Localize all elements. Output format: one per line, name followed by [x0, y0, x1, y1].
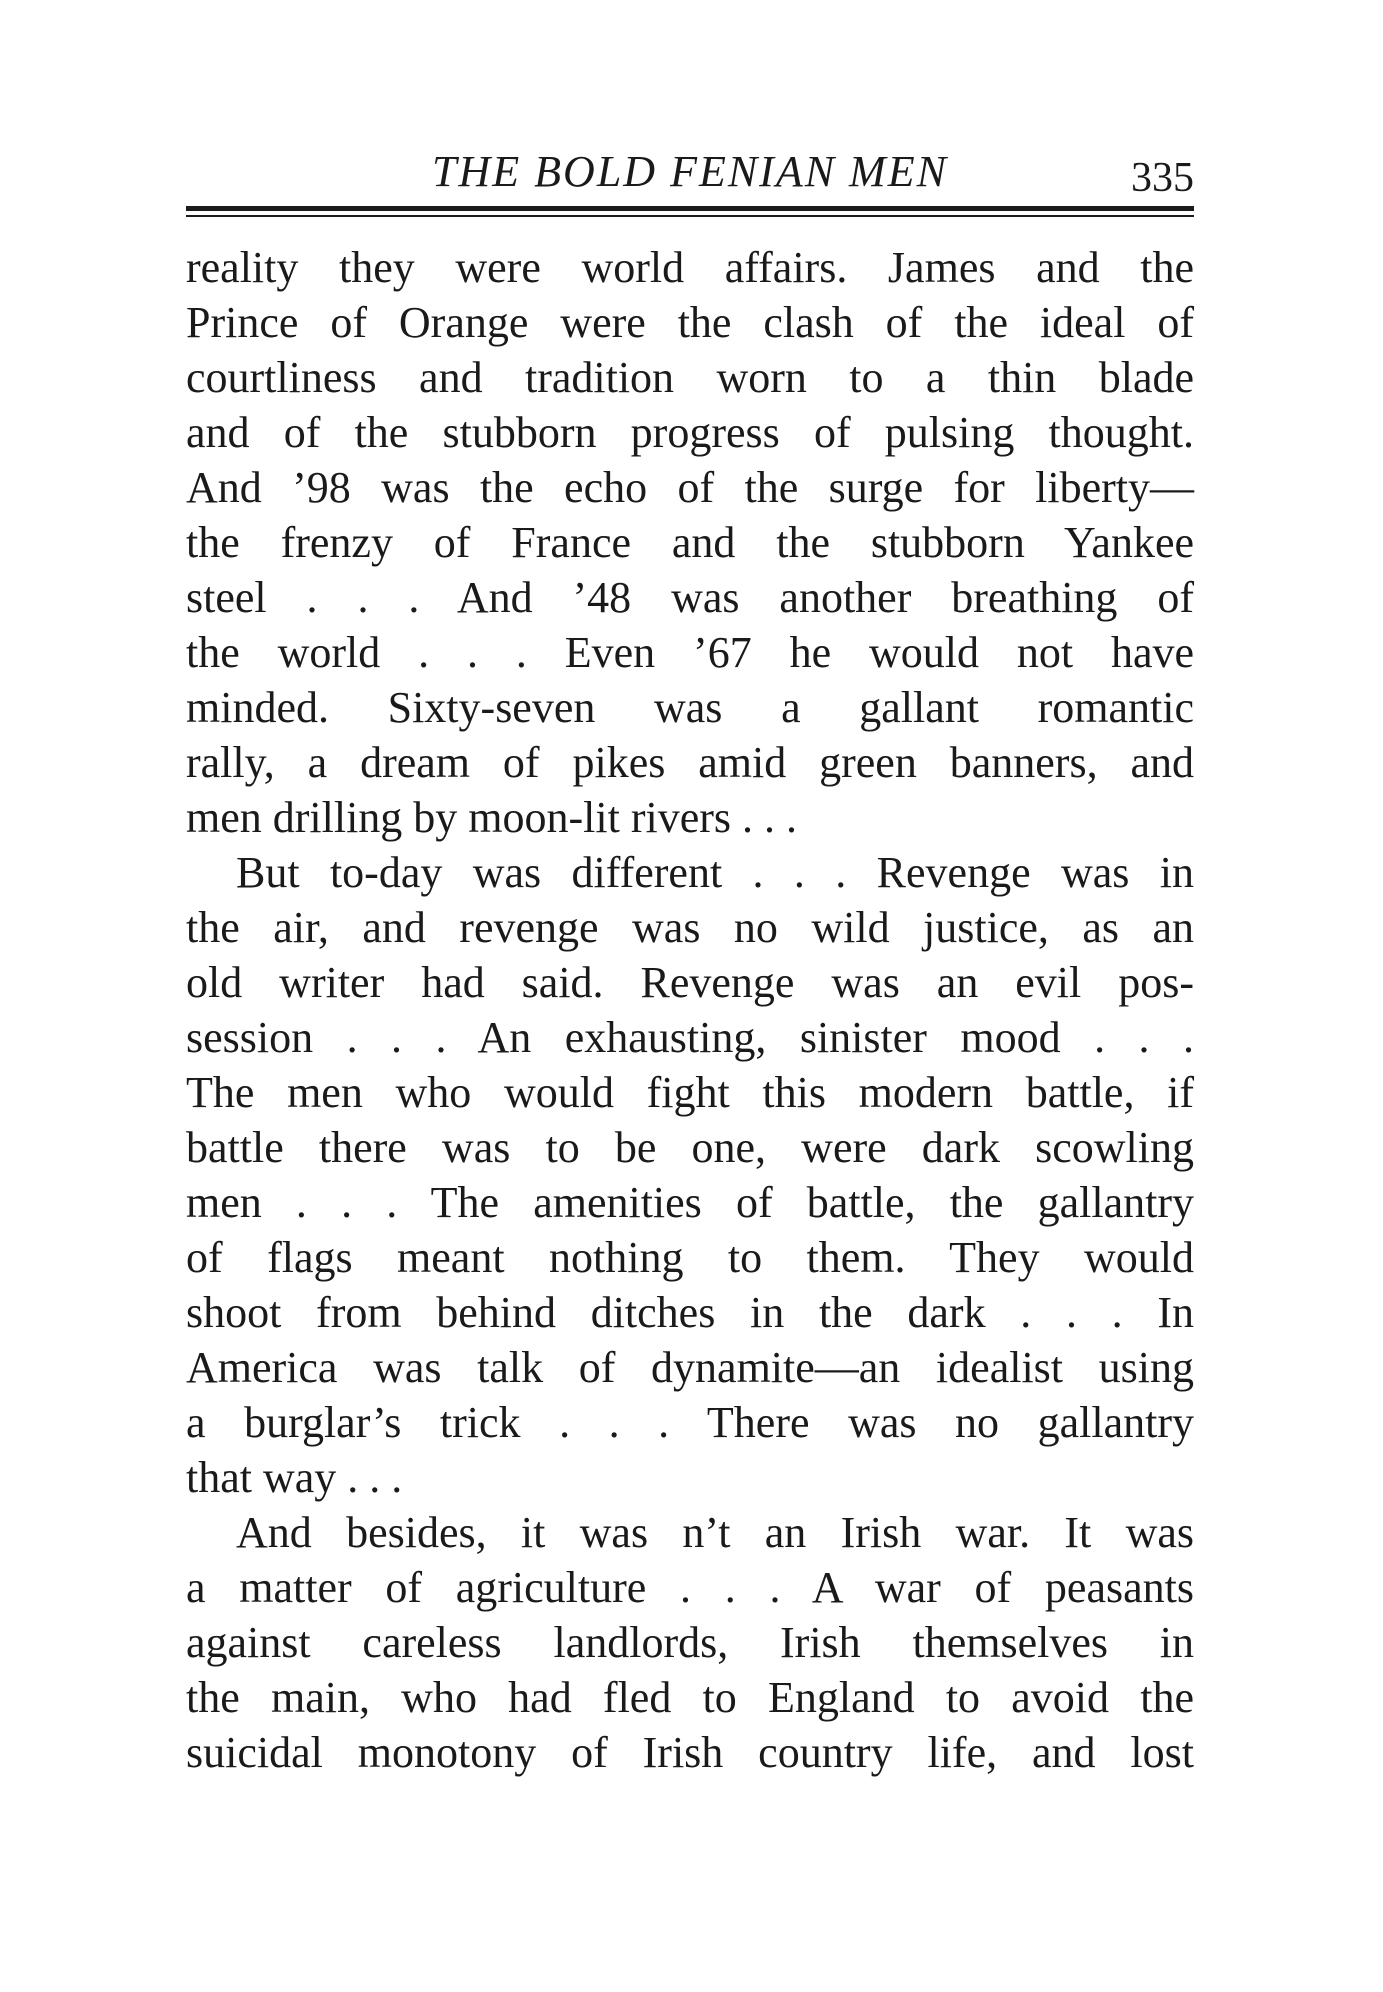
- header-rule-thick: [186, 206, 1194, 211]
- text-line: the world . . . Even ’67 he would not have: [186, 628, 1194, 677]
- text-line: courtliness and tradition worn to a thin blade: [186, 353, 1194, 402]
- text-line: against careless landlords, Irish themselves in: [186, 1618, 1194, 1667]
- text-line: a burglar’s trick . . . There was no gallantry: [186, 1398, 1194, 1447]
- text-line: old writer had said. Revenge was an evil pos-: [186, 958, 1194, 1007]
- text-line: the frenzy of France and the stubborn Yankee: [186, 518, 1194, 567]
- page-header: [186, 138, 1194, 201]
- body-text: [186, 240, 1194, 1780]
- text-line: shoot from behind ditches in the dark . . . In: [186, 1288, 1194, 1337]
- text-line: rally, a dream of pikes amid green banners, and: [186, 738, 1194, 787]
- text-line: But to-day was different . . . Revenge was in: [236, 848, 1194, 897]
- text-line: and of the stubborn progress of pulsing thought.: [186, 408, 1194, 457]
- text-line: of flags meant nothing to them. They would: [186, 1233, 1194, 1282]
- text-line: suicidal monotony of Irish country life, and lost: [186, 1728, 1194, 1777]
- text-line: battle there was to be one, were dark scowling: [186, 1123, 1194, 1172]
- text-line: reality they were world affairs. James and the: [186, 243, 1194, 292]
- text-line: men drilling by moon-lit rivers . . .: [186, 793, 798, 842]
- text-line: steel . . . And ’48 was another breathing of: [186, 573, 1194, 622]
- text-line: And besides, it was n’t an Irish war. It was: [236, 1508, 1194, 1557]
- text-line: session . . . An exhausting, sinister mood . . .: [186, 1013, 1194, 1062]
- text-line: the air, and revenge was no wild justice, as an: [186, 903, 1194, 952]
- text-line: Prince of Orange were the clash of the ideal of: [186, 298, 1194, 347]
- text-line: America was talk of dynamite—an idealist using: [186, 1343, 1194, 1392]
- text-line: The men who would fight this modern battle, if: [186, 1068, 1194, 1117]
- running-title: THE BOLD FENIAN MEN: [432, 147, 948, 196]
- text-line: the main, who had fled to England to avoid the: [186, 1673, 1194, 1722]
- text-line: And ’98 was the echo of the surge for liberty—: [186, 463, 1194, 512]
- page-number: 335: [1131, 155, 1194, 201]
- text-line: that way . . .: [186, 1453, 403, 1502]
- header-rule-thin: [186, 215, 1194, 217]
- text-line: men . . . The amenities of battle, the gallantry: [186, 1178, 1194, 1227]
- text-line: a matter of agriculture . . . A war of peasants: [186, 1563, 1194, 1612]
- text-line: minded. Sixty-seven was a gallant romantic: [186, 683, 1194, 732]
